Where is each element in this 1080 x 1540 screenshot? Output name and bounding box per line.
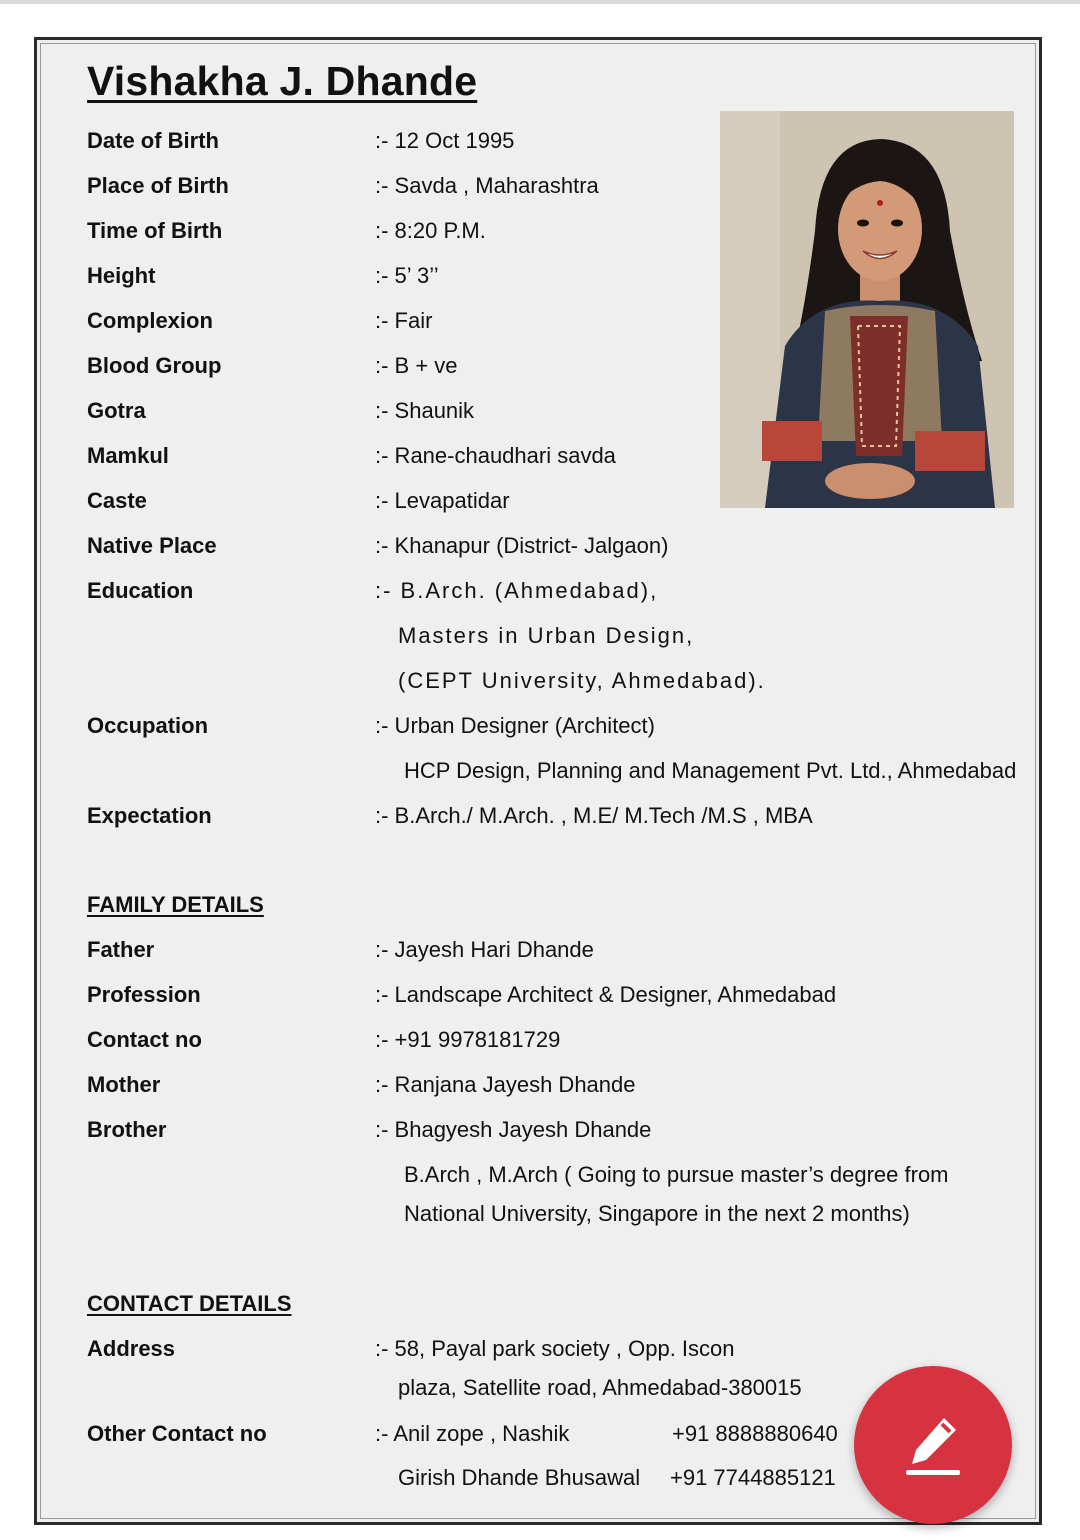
expectation-label: Expectation <box>87 803 212 828</box>
gotra-value: :- Shaunik <box>375 398 475 423</box>
brother-label: Brother <box>87 1117 167 1142</box>
education-line-3: (CEPT University, Ahmedabad). <box>398 668 766 693</box>
height-value: :- 5’ 3’’ <box>375 263 439 288</box>
address-line-1: :- 58, Payal park society , Opp. Iscon <box>375 1336 735 1361</box>
father-label: Father <box>87 937 155 962</box>
tob-label: Time of Birth <box>87 218 223 243</box>
education-line-2: Masters in Urban Design, <box>398 623 695 648</box>
blood-group-label: Blood Group <box>87 353 222 378</box>
other-contact-phone-1: +91 8888880640 <box>672 1421 838 1446</box>
candidate-name: Vishakha J. Dhande <box>87 58 478 104</box>
other-contact-label: Other Contact no <box>87 1421 267 1446</box>
brother-note-line-2: National University, Singapore in the next 2 months) <box>404 1201 910 1226</box>
other-contact-phone-2: +91 7744885121 <box>670 1465 836 1490</box>
profile-photo <box>720 111 1014 508</box>
pob-label: Place of Birth <box>87 173 229 198</box>
profession-value: :- Landscape Architect & Designer, Ahmedabad <box>375 982 837 1007</box>
occupation-employer: HCP Design, Planning and Management Pvt. Ltd., Ahmedabad <box>404 758 1017 783</box>
contact-details-heading: CONTACT DETAILS <box>87 1291 292 1316</box>
occupation-value: :- Urban Designer (Architect) <box>375 713 655 738</box>
mother-value: :- Ranjana Jayesh Dhande <box>375 1072 636 1097</box>
other-contact-name-1: :- Anil zope , Nashik <box>375 1421 570 1446</box>
blood-group-value: :- B + ve <box>375 353 458 378</box>
mamkul-value: :- Rane-chaudhari savda <box>375 443 616 468</box>
tob-value: :- 8:20 P.M. <box>375 218 486 243</box>
top-divider <box>0 0 1080 4</box>
occupation-label: Occupation <box>87 713 209 738</box>
native-place-value: :- Khanapur (District- Jalgaon) <box>375 533 669 558</box>
address-label: Address <box>87 1336 176 1361</box>
complexion-label: Complexion <box>87 308 213 333</box>
mother-label: Mother <box>87 1072 161 1097</box>
contact-no-label: Contact no <box>87 1027 202 1052</box>
caste-label: Caste <box>87 488 147 513</box>
dob-value: :- 12 Oct 1995 <box>375 128 515 153</box>
other-contact-name-2: Girish Dhande Bhusawal <box>398 1465 641 1490</box>
brother-value: :- Bhagyesh Jayesh Dhande <box>375 1117 652 1142</box>
caste-value: :- Levapatidar <box>375 488 510 513</box>
contact-no-value: :- +91 9978181729 <box>375 1027 561 1052</box>
expectation-value: :- B.Arch./ M.Arch. , M.E/ M.Tech /M.S , MBA <box>375 803 813 828</box>
complexion-value: :- Fair <box>375 308 433 333</box>
native-place-label: Native Place <box>87 533 217 558</box>
gotra-label: Gotra <box>87 398 146 423</box>
pob-value: :- Savda , Maharashtra <box>375 173 599 198</box>
mamkul-label: Mamkul <box>87 443 169 468</box>
dob-label: Date of Birth <box>87 128 219 153</box>
edit-button[interactable] <box>854 1366 1012 1524</box>
education-label: Education <box>87 578 194 603</box>
father-value: :- Jayesh Hari Dhande <box>375 937 594 962</box>
profession-label: Profession <box>87 982 201 1007</box>
portrait-illustration <box>720 111 1014 508</box>
brother-note-line-1: B.Arch , M.Arch ( Going to pursue master’s degree from <box>404 1162 949 1187</box>
address-line-2: plaza, Satellite road, Ahmedabad-380015 <box>398 1375 802 1400</box>
education-value: :- B.Arch. (Ahmedabad), <box>375 578 659 603</box>
family-details-heading: FAMILY DETAILS <box>87 892 264 917</box>
pencil-icon <box>898 1410 968 1480</box>
height-label: Height <box>87 263 156 288</box>
